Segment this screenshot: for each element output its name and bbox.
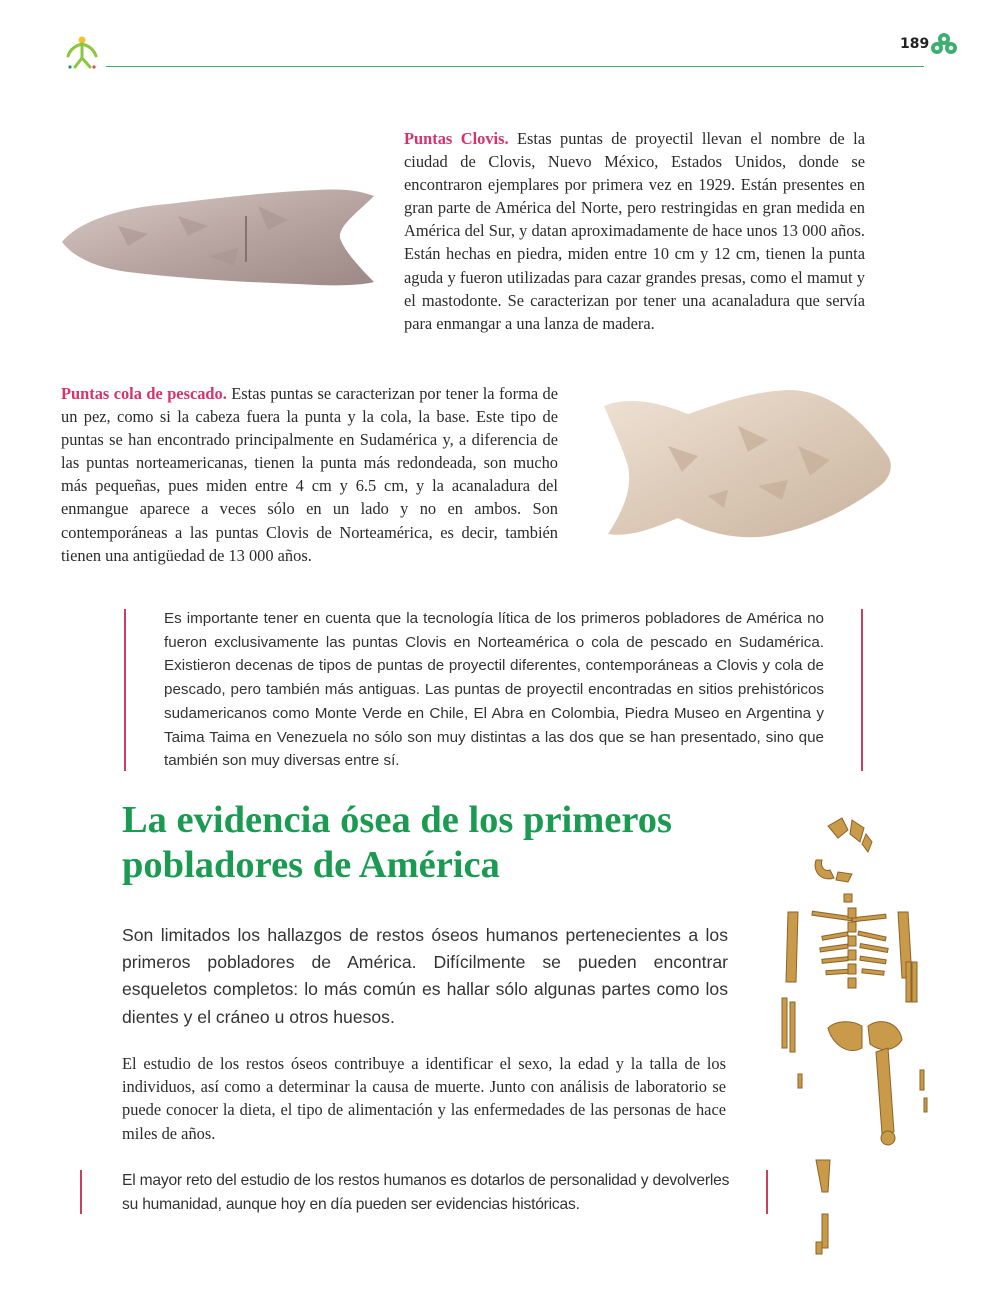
note1-left-bar bbox=[124, 609, 126, 771]
fishtail-point-image bbox=[598, 386, 898, 542]
fishtail-paragraph bbox=[61, 382, 558, 567]
clovis-paragraph bbox=[404, 127, 865, 335]
bone-study-paragraph: El estudio de los restos óseos contribuye a identificar el sexo, la edad y la talla de los individuos, así como a determinar la causa de muerte. Junto con análisis de laboratorio se puede conocer la dieta, el tipo de alimentación y las enfermedades de las personas de hace miles de años. bbox=[122, 1054, 726, 1143]
fishtail-body: Estas puntas se caracterizan por tener la forma de un pez, como si la cabeza fuera la punta y la cola, la base. Este tipo de puntas se han encontrado principalmente en Sudamérica y, a diferencia de las puntas norteamericanas, tienen la punta más redondeada, son mucho más pequeñas, pues miden entre 4 cm y 6.5 cm, y la acanaladura del enmangue aparece a veces sólo en un lado y no en ambos. Son contemporáneas a las puntas Clovis de Norteamérica, es decir, también tienen una antigüedad de 13 000 años. bbox=[61, 384, 558, 565]
fishtail-lead: Puntas cola de pescado. bbox=[61, 384, 227, 403]
clovis-lead: Puntas Clovis. bbox=[404, 129, 509, 148]
bone-evidence-intro: Son limitados los hallazgos de restos óseos humanos pertenecientes a los primeros pobladores de América. Difícilmente se pueden encontrar esqueletos completos: lo más común es hallar sólo algunas partes como los dientes y el cráneo u otros huesos. bbox=[122, 925, 728, 1027]
note1-right-bar bbox=[861, 609, 863, 771]
page-number: 189 bbox=[900, 36, 930, 52]
section-title: La evidencia ósea de los primeros pobladores de América bbox=[122, 799, 673, 886]
header-rule bbox=[106, 66, 924, 67]
lithic-note: Es importante tener en cuenta que la tecnología lítica de los primeros pobladores de América no fueron exclusivamente las puntas Clovis en Norteamérica o cola de pescado en Sudamérica. Existieron decenas de tipos de puntas de proyectil diferentes, contemporáneas a Clovis y cola de pescado, pero también más antiguas. Las puntas de proyectil encontradas en sitios prehistóricos sudamericanos como Monte Verde en Chile, El Abra en Colombia, Piedra Museo en Argentina y Taima Taima en Venezuela no sólo son muy distintas a las dos que se han presentado, sino que también son muy diversas entre sí. bbox=[164, 610, 824, 770]
skeleton-remains-image bbox=[772, 812, 932, 1262]
note2-left-bar bbox=[80, 1170, 82, 1214]
sprout-figure-icon bbox=[62, 32, 102, 72]
clovis-point-image bbox=[58, 186, 376, 290]
clover-icon bbox=[930, 32, 958, 58]
note2-right-bar bbox=[766, 1170, 768, 1214]
humanity-note: El mayor reto del estudio de los restos humanos es dotarlos de personalidad y devolverles su humanidad, aunque hoy en día pueden ser evidencias históricas. bbox=[122, 1172, 730, 1213]
clovis-body: Estas puntas de proyectil llevan el nombre de la ciudad de Clovis, Nuevo México, Estados Unidos, donde se encontraron ejemplares por primera vez en 1929. Están presentes en gran parte de América del Norte, pero restringidas en gran medida en América del Sur, y datan aproximadamente de hace unos 13 000 años. Están hechas en piedra, miden entre 10 cm y 12 cm, tienen la punta aguda y fueron utilizadas para cazar grandes presas, como el mamut y el mastodonte. Se caracterizan por tener una acanaladura que servía para enmangar a una lanza de madera. bbox=[404, 129, 865, 333]
